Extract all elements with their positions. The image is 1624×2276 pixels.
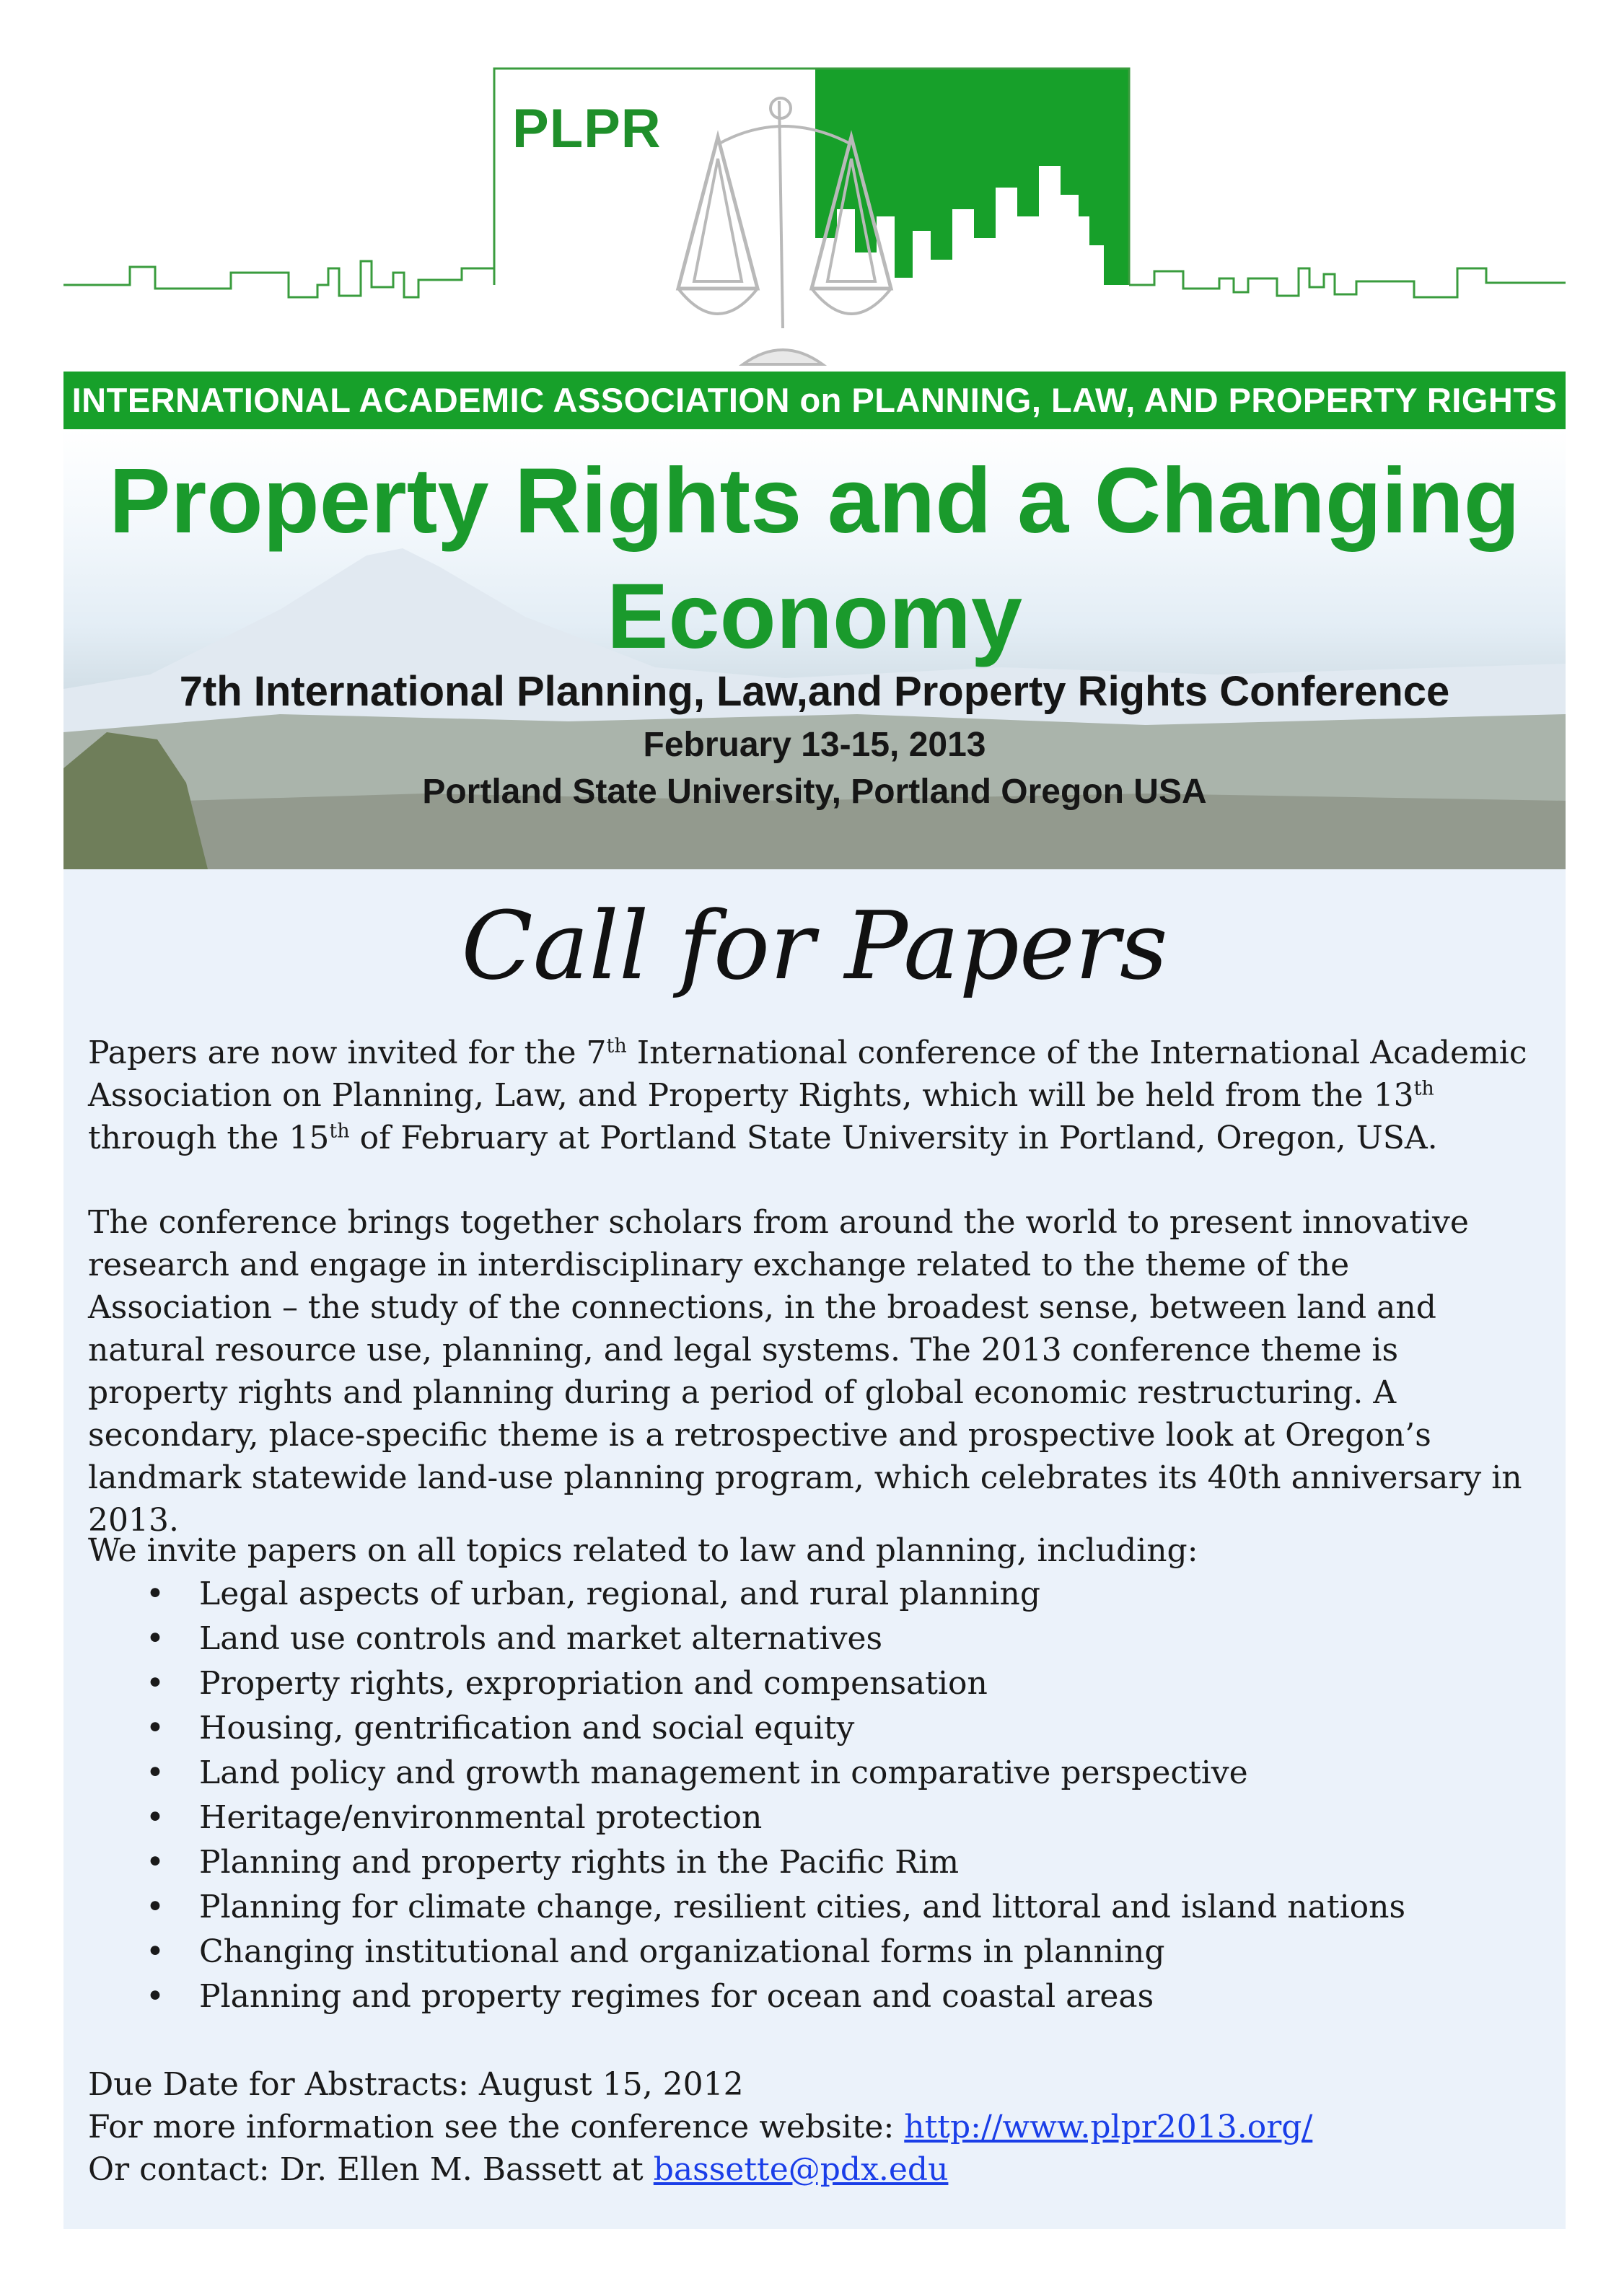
bullet-icon: • (146, 1933, 164, 1970)
bullet-icon: • (146, 1799, 164, 1836)
conference-banner (63, 429, 1566, 869)
skyline-scales-logo (0, 0, 1624, 375)
topic-text: Planning for climate change, resilient cities, and littoral and island nations (199, 1889, 1406, 1925)
skyline-right (1129, 268, 1566, 297)
bullet-icon: • (146, 1620, 164, 1657)
contact-prefix: Or contact: Dr. Ellen M. Bassett at (88, 2151, 654, 2188)
list-item (88, 1930, 1405, 1974)
contact-section (88, 2063, 1312, 2191)
list-item (88, 1661, 1405, 1706)
topic-text: Housing, gentrification and social equity (199, 1710, 855, 1746)
topic-text: Planning and property regimes for ocean and coastal areas (199, 1978, 1154, 2015)
bullet-icon: • (146, 1665, 164, 1702)
plpr-logo-text: PLPR (512, 98, 662, 159)
topic-text: Legal aspects of urban, regional, and rural planning (199, 1576, 1041, 1612)
bullet-icon: • (146, 1889, 164, 1925)
intro-text-1: Papers are now invited for the 7 (88, 1034, 607, 1071)
intro-text-3: through the 15 (88, 1120, 330, 1156)
list-item (88, 1751, 1405, 1796)
topic-text: Heritage/environmental protection (199, 1799, 763, 1836)
topics-intro: We invite papers on all topics related to law and planning, including: (88, 1532, 1198, 1569)
website-line (88, 2106, 1312, 2148)
intro-paragraph (88, 1032, 1538, 1159)
website-prefix: For more information see the conference website: (88, 2109, 905, 2145)
bullet-icon: • (146, 1576, 164, 1612)
topic-text: Planning and property rights in the Pacific Rim (199, 1844, 960, 1881)
contact-line (88, 2148, 1312, 2191)
list-item (88, 1840, 1405, 1885)
list-item (88, 1885, 1405, 1930)
conference-title (63, 444, 1566, 675)
list-item (88, 1572, 1405, 1617)
theme-paragraph: The conference brings together scholars from around the world to present innovative research and engage in interdisciplinary exchange related to the theme of the Association – the study of the connections, in the broadest sense, between land and natural resource use, planning, and legal systems. The 2013 conference theme is property rights and planning during a period of global economic restructuring. A secondary, place-specific theme is a retrospective and prospective look at Oregon’s landmark statewide land-use planning program, which celebrates its 40th anniversary in 2013. (88, 1204, 1522, 1539)
ordinal-suffix: th (329, 1120, 350, 1143)
list-item (88, 1706, 1405, 1751)
conference-date: February 13-15, 2013 (643, 726, 986, 764)
intro-text-2: International conference of the International Academic Association on Planning, Law, and Property Rights, which will be held from the 13 (88, 1034, 1527, 1114)
ordinal-suffix: th (1413, 1077, 1434, 1100)
topic-text: Property rights, expropriation and compensation (199, 1665, 988, 1702)
conference-title-line1: Property Rights and a Changing (109, 449, 1520, 553)
email-link[interactable]: bassette@pdx.edu (653, 2151, 949, 2188)
topics-list (88, 1572, 1405, 2019)
topic-text: Land policy and growth management in comparative perspective (199, 1754, 1248, 1791)
logo-area (0, 0, 1624, 375)
topic-text: Changing institutional and organizational forms in planning (199, 1933, 1165, 1970)
bullet-icon: • (146, 1754, 164, 1791)
association-banner: INTERNATIONAL ACADEMIC ASSOCIATION on PLANNING, LAW, AND PROPERTY RIGHTS (63, 372, 1566, 429)
call-for-papers-panel (63, 869, 1566, 2229)
conference-subtitle: 7th International Planning, Law,and Property Rights Conference (179, 668, 1450, 715)
intro-text-4: of February at Portland State University in Portland, Oregon, USA. (349, 1120, 1438, 1156)
bullet-icon: • (146, 1710, 164, 1746)
ordinal-suffix: th (606, 1034, 627, 1058)
conference-venue: Portland State University, Portland Oregon USA (422, 773, 1207, 811)
conference-title-line2: Economy (606, 565, 1023, 668)
bullet-icon: • (146, 1844, 164, 1881)
list-item (88, 1796, 1405, 1840)
skyline-left (63, 261, 494, 297)
website-link[interactable]: http://www.plpr2013.org/ (904, 2109, 1313, 2145)
list-item (88, 1974, 1405, 2019)
topic-text: Land use controls and market alternatives (199, 1620, 883, 1657)
list-item (88, 1617, 1405, 1661)
due-date: Due Date for Abstracts: August 15, 2012 (88, 2066, 744, 2103)
page-title: Call for Papers (461, 891, 1168, 1001)
bullet-icon: • (146, 1978, 164, 2015)
